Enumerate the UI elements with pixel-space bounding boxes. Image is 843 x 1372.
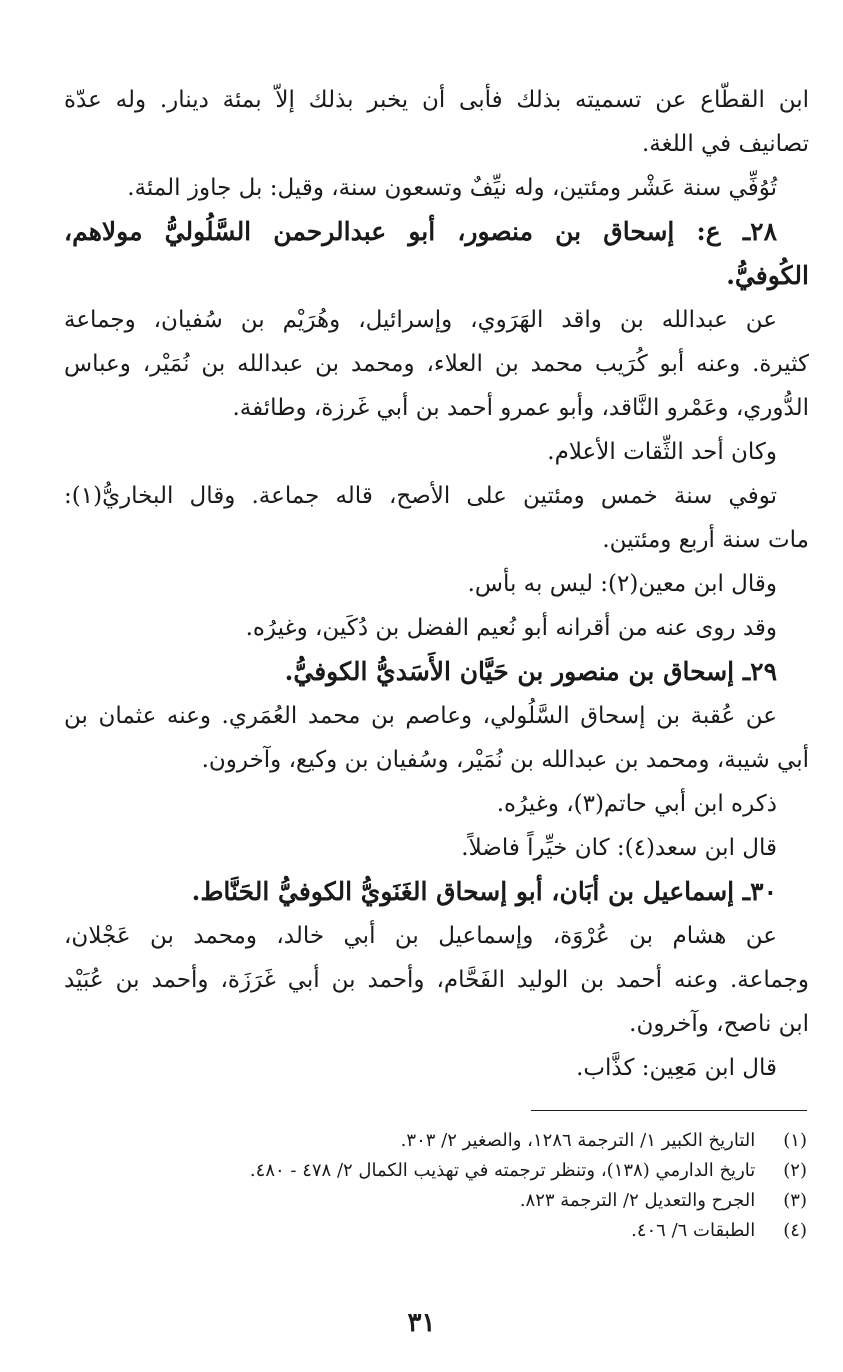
text-line: عن عُقبة بن إسحاق السَّلُولي، وعاصم بن محمد العُمَري. وعنه عثمان بن <box>64 703 777 729</box>
footnote <box>120 1216 807 1246</box>
text-line: تُوُفِّي سنة عَشْر ومئتين، وله نيِّفٌ وتسعون سنة، وقيل: بل جاوز المئة. <box>127 175 777 201</box>
entry-heading-29: ٢٩ـ إسحاق بن منصور بن حَيَّان الأَسَديُّ الكوفيُّ. <box>284 657 777 686</box>
footnote-text: الطبقات ٦/ ٤٠٦. <box>631 1220 756 1241</box>
text-line: عن عبدالله بن واقد الهَرَوي، وإسرائيل، وهُرَيْم بن سُفيان، وجماعة <box>64 307 777 333</box>
text-line: قال ابن سعد(٤): كان خيِّراً فاضلاً. <box>461 835 777 861</box>
footnote-number: (٢) <box>783 1160 807 1181</box>
footnote-divider <box>531 1110 807 1111</box>
text-line: ابن القطّاع عن تسميته بذلك فأبى أن يخبر بذلك إلاّ بمئة دينار. وله عدّة <box>64 87 809 113</box>
entry-heading-28: ٢٨ـ ع: إسحاق بن منصور، أبو عبدالرحمن السَّلُوليُّ مولاهم، <box>64 217 777 246</box>
text-line: عن هشام بن عُرْوَة، وإسماعيل بن أبي خالد، ومحمد بن عَجْلان، <box>64 923 777 949</box>
text-line: وقد روى عنه من أقرانه أبو نُعيم الفضل بن دُكَين، وغيرُه. <box>245 615 777 641</box>
footnote-number: (١) <box>783 1130 807 1151</box>
text-line: قال ابن مَعِين: كذَّاب. <box>576 1055 777 1081</box>
text-line: وجماعة. وعنه أحمد بن الوليد الفَحَّام، وأحمد بن أبي غَرَزَة، وأحمد بن عُبَيْد <box>64 967 809 993</box>
text-line: وقال ابن معين(٢): ليس به بأس. <box>467 571 777 597</box>
entry-heading-28-cont: الكُوفيُّ. <box>726 261 809 290</box>
footnotes <box>120 1126 807 1246</box>
text-line: ابن ناصح، وآخرون. <box>629 1011 809 1037</box>
text-line: أبي شيبة، ومحمد بن عبدالله بن نُمَيْر، وسُفيان بن وكيع، وآخرون. <box>201 747 809 773</box>
text-line: الدُّوري، وعَمْرو النَّاقد، وأبو عمرو أحمد بن أبي غَرزة، وطائفة. <box>232 395 809 421</box>
footnote <box>120 1186 807 1216</box>
page-number: ٣١ <box>407 1308 436 1338</box>
footnote-text: تاريخ الدارمي (١٣٨)، وتنظر ترجمته في تهذيب الكمال ٢/ ٤٧٨ - ٤٨٠. <box>249 1160 756 1181</box>
footnote-text: التاريخ الكبير ١/ الترجمة ١٢٨٦، والصغير ٢/ ٣٠٣. <box>400 1130 756 1151</box>
text-line: تصانيف في اللغة. <box>641 131 809 157</box>
text-line: مات سنة أربع ومئتين. <box>602 527 809 553</box>
footnote-text: الجرح والتعديل ٢/ الترجمة ٨٢٣. <box>519 1190 756 1211</box>
footnote-number: (٣) <box>783 1190 807 1211</box>
entry-heading-30: ٣٠ـ إسماعيل بن أبَان، أبو إسحاق الغَنَويُّ الكوفيُّ الحَنَّاط. <box>191 877 777 906</box>
text-line: توفي سنة خمس ومئتين على الأصح، قاله جماعة. وقال البخاريُّ(١): <box>64 483 777 509</box>
footnote <box>120 1126 807 1156</box>
footnote-number: (٤) <box>783 1220 807 1241</box>
text-line: وكان أحد الثِّقات الأعلام. <box>547 439 777 465</box>
text-line: ذكره ابن أبي حاتم(٣)، وغيرُه. <box>496 791 777 817</box>
footnote <box>120 1156 807 1186</box>
text-line: كثيرة. وعنه أبو كُرَيب محمد بن العلاء، ومحمد بن عبدالله بن نُمَيْر، وعباس <box>64 351 809 377</box>
main-text <box>64 78 809 1090</box>
